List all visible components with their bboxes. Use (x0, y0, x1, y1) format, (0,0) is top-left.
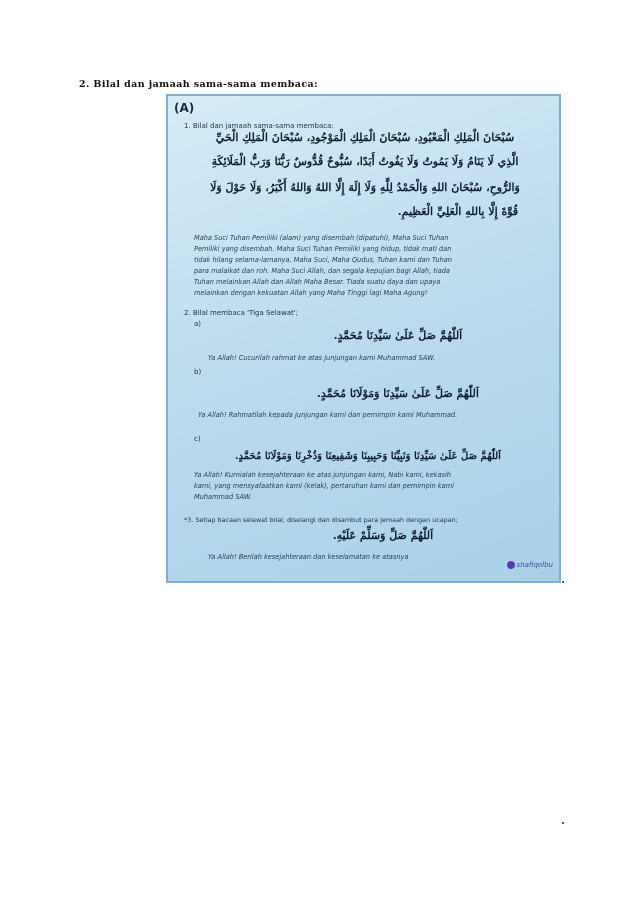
section-1-translation-line-2: Pemiliki yang disembah. Maha Suci Tuhan Pemiliki yang hidup, tidak mati dan (194, 245, 452, 253)
section-1-title: 1. Bilal dan jamaah sama-sama membaca: (184, 122, 334, 130)
section-1-translation-line-3: tidak hilang selama-lamanya. Maha Suci, Maha Qudus, Tuhan kami dan Tuhan (194, 256, 452, 264)
selawat-c-translation-line-1: Ya Allah! Kurnialah kesejahteraan ke atas junjungan kami, Nabi kami, kekasih (194, 471, 451, 479)
selawat-a-label: a) (194, 320, 202, 328)
selawat-b-arabic: اَللّٰهُمَّ صَلِّ عَلَىٰ سَيِّدِنَا وَمَوْلَانَا مُحَمَّدٍ. (317, 387, 479, 400)
section-1-arabic-line-3: وَالرُّوحِ، سُبْحَانَ اللهِ وَالْحَمْدُ لِلَّهِ وَلَا إِلَهَ إِلَّا اللهُ وَاللهُ أَكْبَرُ، وَلَا حَوْلَ وَلَا (210, 181, 520, 194)
watermark (507, 561, 553, 569)
section-1-arabic-line-1: سُبْحَانَ الْمَلِكِ الْمَعْبُودِ، سُبْحَانَ الْمَلِكِ الْمَوْجُودِ، سُبْحَانَ الْمَلِكِ الْحَيِّ (215, 131, 515, 144)
section-1-translation-line-5: Tuhan melainkan Allah dan Allah Maha Besar. Tiada suatu daya dan upaya (194, 278, 441, 286)
selawat-c-translation-line-2: kami, yang mensyafaatkan kami (kelak), pertaruhan kami dan pemimpin kami (194, 482, 454, 490)
prayer-text-image (166, 94, 561, 583)
section-1-arabic-line-2: الَّذِي لَا يَنَامُ وَلَا يَمُوتُ وَلَا يَفُوتُ أَبَدًا، سُبُّوحٌ قُدُّوسٌ رَبُّنَا وَرَبُّ الْمَلَائِكَةِ (211, 155, 519, 168)
figure-badge: (A) (174, 101, 195, 115)
watermark-logo-icon (507, 561, 515, 569)
selawat-b-translation: Ya Allah! Rahmatilah kepada junjungan kami dan pemimpin kami Muhammad. (198, 411, 458, 419)
selawat-a-translation: Ya Allah! Cucurilah rahmat ke atas junjungan kami Muhammad SAW. (208, 354, 436, 362)
page-dot-mark (562, 822, 564, 824)
section-1-translation-line-1: Maha Suci Tuhan Pemiliki (alam) yang disembah (dipatuhi), Maha Suci Tuhan (194, 234, 449, 242)
section-3-arabic: اَللّٰهُمَّ صَلِّ وَسَلِّمْ عَلَيْهِ. (332, 529, 434, 542)
section-1-translation-line-6: melainkan dengan kekuatan Allah yang Maha Tinggi lagi Maha Agung! (194, 289, 428, 297)
selawat-a-arabic: اَللّٰهُمَّ صَلِّ عَلَىٰ سَيِّدِنَا مُحَمَّدٍ. (333, 329, 463, 342)
watermark-text: shafiqolbu (516, 561, 553, 569)
section-3-title: *3. Setiap bacaan selawat bilal, diselangi dan disambut para jemaah dengan ucapan; (184, 516, 458, 524)
selawat-c-arabic: اَللّٰهُمَّ صَلِّ عَلَىٰ سَيِّدِنَا وَنَبِيِّنَا وَحَبِيبِنَا وَشَفِيعِنَا وَذُخْرِنَا وَمَوْلَانَا مُحَمَّدٍ. (235, 451, 501, 462)
selawat-c-translation-line-3: Muhammad SAW. (194, 493, 252, 501)
section-3-translation: Ya Allah! Berilah kesejahteraan dan keselamatan ke atasnya (208, 553, 409, 561)
section-heading: 2. Bilal dan jamaah sama-sama membaca: (79, 79, 318, 90)
section-1-arabic-line-4: قُوَّةَ إِلَّا بِاللهِ الْعَلِيِّ الْعَظِيمِ. (397, 205, 519, 218)
selawat-b-label: b) (194, 368, 202, 376)
page-dot-mark (562, 581, 564, 583)
section-1-translation-line-4: para malaikat dan roh. Maha Suci Allah, dan segala kepujian bagi Allah, tiada (194, 267, 450, 275)
section-2-title: 2. Bilal membaca 'Tiga Selawat'; (184, 309, 299, 317)
selawat-c-label: c) (194, 435, 201, 443)
